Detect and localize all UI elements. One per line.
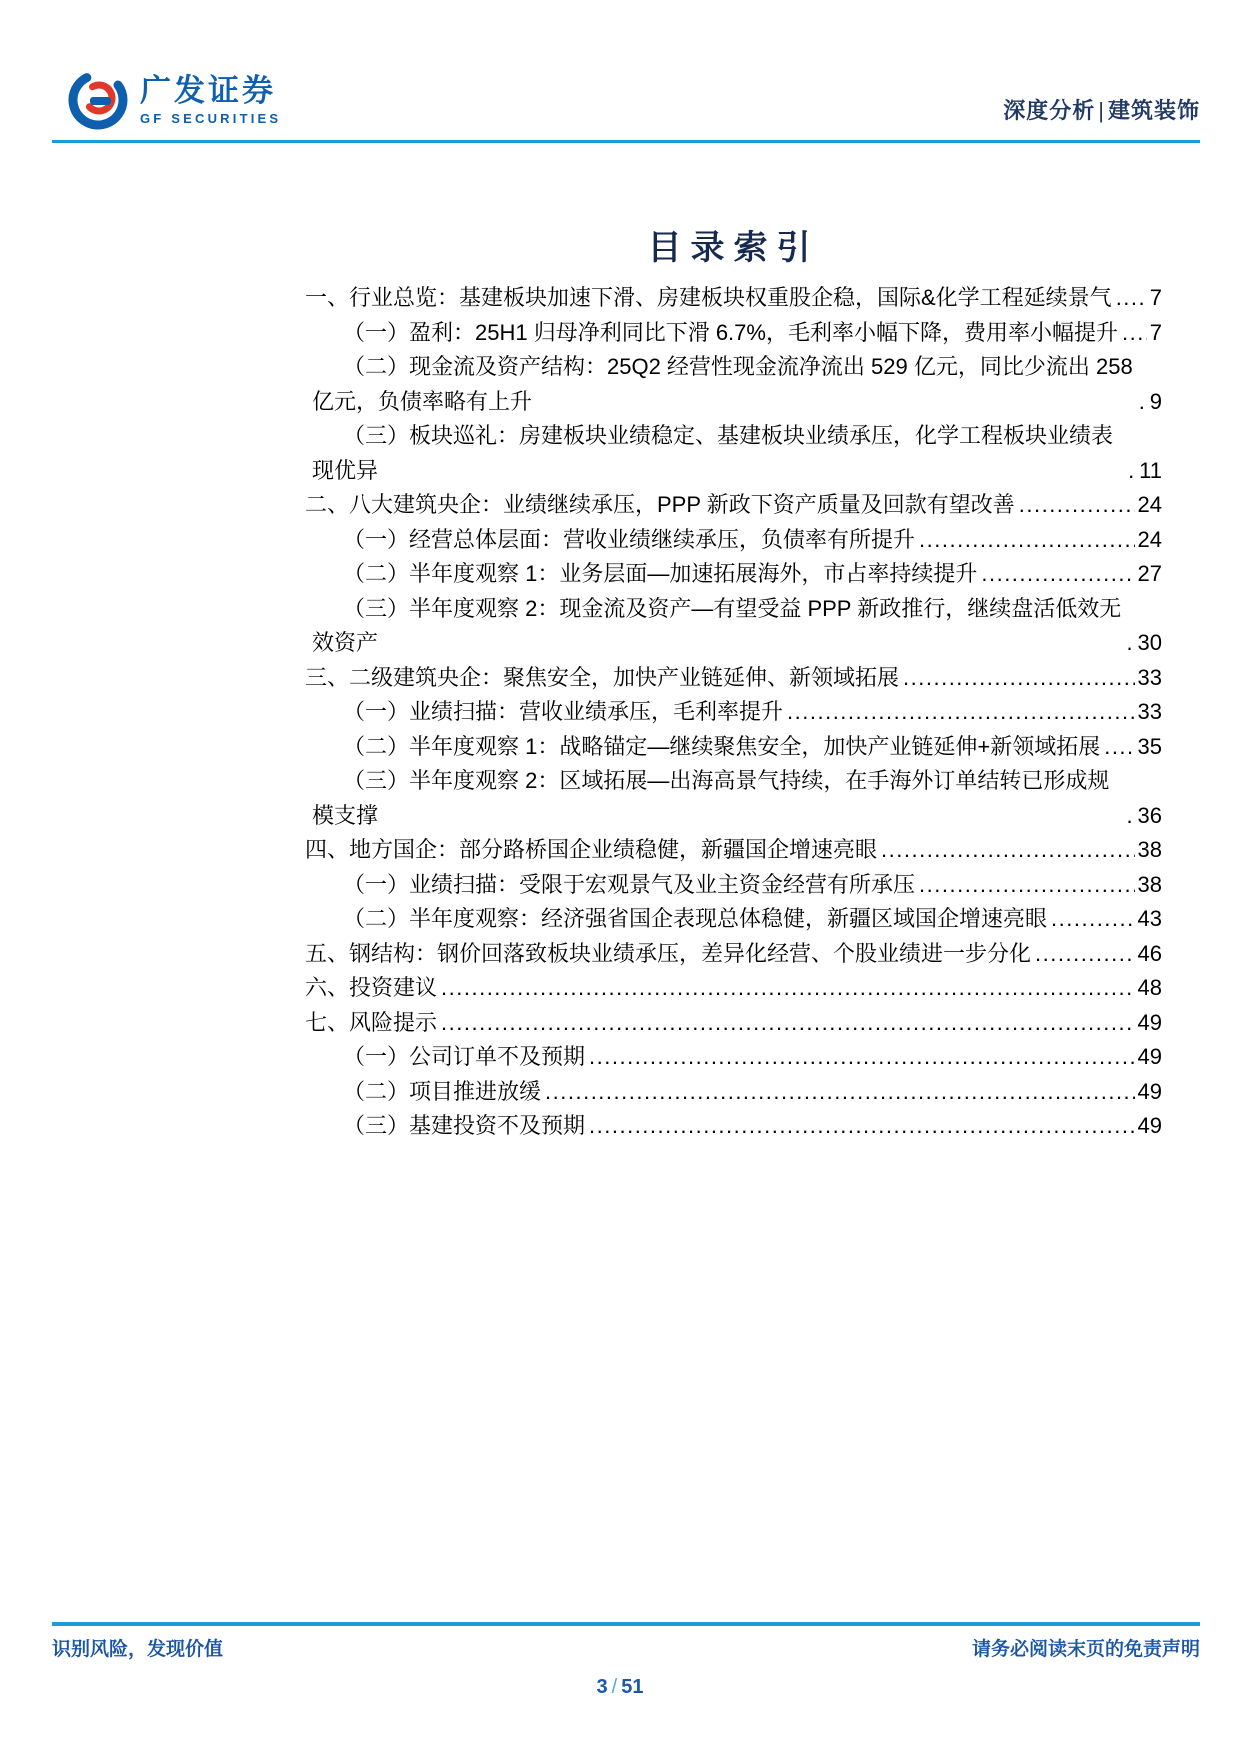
toc-entry-text: （一）公司订单不及预期 xyxy=(343,1044,586,1069)
toc-page-number: 43 xyxy=(1137,906,1162,931)
toc-entry[interactable] xyxy=(305,937,1162,972)
toc-leader-dots xyxy=(919,523,1135,558)
toc-list xyxy=(305,281,1162,1144)
toc-leader-dots xyxy=(1128,454,1136,489)
toc-entry[interactable] xyxy=(305,730,1162,765)
page-number-current: 3 xyxy=(596,1676,608,1698)
toc-leader-dots xyxy=(1104,730,1134,765)
toc-entry[interactable] xyxy=(305,419,1162,488)
toc-page-number: 49 xyxy=(1137,1078,1162,1104)
toc-entry-text: （三）基建投资不及预期 xyxy=(343,1113,586,1138)
toc-entry[interactable] xyxy=(305,1006,1162,1041)
toc-entry-text: （三）半年度观察 2：现金流及资产—有望受益 PPP 新政推行，继续盘活低效无效资产 xyxy=(312,595,1122,655)
toc-entry-text: （一）盈利：25H1 归母净利同比下滑 6.7%，毛利率小幅下降，费用率小幅提升 xyxy=(343,319,1118,345)
toc-page-number: 30 xyxy=(1137,630,1162,655)
toc-entry[interactable] xyxy=(305,592,1162,661)
toc-entry-text: 四、地方国企：部分路桥国企业绩稳健，新疆国企增速亮眼 xyxy=(305,837,878,862)
toc-leader-dots xyxy=(1139,385,1147,420)
toc-entry[interactable] xyxy=(305,488,1162,523)
toc-page-number: 35 xyxy=(1137,733,1162,759)
gf-logo-icon xyxy=(66,68,130,132)
toc-entry-text: （二）半年度观察：经济强省国企表现总体稳健，新疆区域国企增速亮眼 xyxy=(343,906,1048,931)
toc-page-number: 38 xyxy=(1137,837,1162,862)
toc-leader-dots xyxy=(1051,902,1135,937)
toc-entry-text: （一）业绩扫描：营收业绩承压，毛利率提升 xyxy=(343,699,784,724)
toc-leader-dots xyxy=(1035,937,1135,972)
toc-leader-dots xyxy=(441,971,1135,1006)
toc-leader-dots xyxy=(919,868,1135,903)
toc-entry-text: （二）现金流及资产结构：25Q2 经营性现金流净流出 529 亿元，同比少流出 258 亿元，负债率略有上升 xyxy=(312,354,1133,414)
toc-page-number: 7 xyxy=(1149,319,1162,345)
page-number-separator: / xyxy=(611,1676,618,1698)
page-number-total: 51 xyxy=(621,1676,644,1698)
logo-en-text: GF SECURITIES xyxy=(140,110,282,126)
toc-entry[interactable] xyxy=(305,1109,1162,1144)
footer-slogan: 识别风险，发现价值 xyxy=(52,1639,224,1660)
toc-leader-dots xyxy=(903,661,1135,696)
toc-page-number: 33 xyxy=(1137,664,1162,690)
toc-page-number: 36 xyxy=(1137,802,1162,828)
category-divider: | xyxy=(1098,98,1105,123)
toc-leader-dots xyxy=(787,695,1135,730)
toc-entry-text: 二、八大建筑央企：业绩继续承压，PPP 新政下资产质量及回款有望改善 xyxy=(305,492,1015,517)
toc-entry-text: 七、风险提示 xyxy=(305,1009,438,1035)
toc-leader-dots xyxy=(441,1006,1135,1041)
gf-securities-logo xyxy=(66,68,281,132)
page-number xyxy=(0,1676,1240,1699)
toc-leader-dots xyxy=(1116,281,1147,316)
toc-entry[interactable] xyxy=(305,833,1162,868)
toc-page-number: 38 xyxy=(1137,871,1162,897)
toc-page-number: 24 xyxy=(1137,526,1162,552)
toc-page-number: 49 xyxy=(1137,1009,1162,1035)
toc-leader-dots xyxy=(589,1040,1135,1075)
toc-entry[interactable] xyxy=(305,281,1162,316)
toc-entry[interactable] xyxy=(305,971,1162,1006)
logo-cn-text: 广发证券 xyxy=(140,72,276,108)
toc-entry[interactable] xyxy=(305,764,1162,833)
toc-entry[interactable] xyxy=(305,661,1162,696)
toc-page-number: 27 xyxy=(1137,561,1162,586)
toc-page-number: 49 xyxy=(1137,1113,1162,1138)
toc-entry[interactable] xyxy=(305,868,1162,903)
toc-entry[interactable] xyxy=(305,350,1162,419)
industry-label: 建筑装饰 xyxy=(1107,98,1200,123)
toc-leader-dots xyxy=(881,833,1135,868)
report-category xyxy=(1003,94,1200,125)
toc-page-number: 49 xyxy=(1137,1044,1162,1069)
toc-entry-text: （二）半年度观察 1：战略锚定—继续聚焦安全，加快产业链延伸+新领域拓展 xyxy=(343,733,1101,759)
toc-page-number: 7 xyxy=(1149,285,1162,310)
toc-page-number: 9 xyxy=(1149,388,1162,414)
toc-page-number: 46 xyxy=(1137,940,1162,966)
toc-leader-dots xyxy=(1019,488,1135,523)
toc-leader-dots xyxy=(1127,626,1135,661)
toc-entry[interactable] xyxy=(305,1075,1162,1110)
toc-leader-dots xyxy=(1122,316,1147,351)
toc-entry-text: 三、二级建筑央企：聚焦安全，加快产业链延伸、新领域拓展 xyxy=(305,664,900,690)
footer-disclaimer-note: 请务必阅读末页的免责声明 xyxy=(971,1639,1200,1660)
toc-entry[interactable] xyxy=(305,557,1162,592)
toc-entry[interactable] xyxy=(305,1040,1162,1075)
toc-leader-dots xyxy=(545,1075,1135,1110)
toc-entry-text: （三）板块巡礼：房建板块业绩稳定、基建板块业绩承压，化学工程板块业绩表现优异 xyxy=(312,423,1114,483)
header-rule xyxy=(52,140,1200,143)
report-type-label: 深度分析 xyxy=(1003,98,1096,123)
toc-entry-text: （一）业绩扫描：受限于宏观景气及业主资金经营有所承压 xyxy=(343,871,916,897)
toc-entry[interactable] xyxy=(305,695,1162,730)
toc-page-number: 11 xyxy=(1139,457,1162,483)
toc-leader-dots xyxy=(589,1109,1135,1144)
toc-entry[interactable] xyxy=(305,902,1162,937)
toc-entry-text: （二）项目推进放缓 xyxy=(343,1078,542,1104)
toc-entry-text: 六、投资建议 xyxy=(305,975,438,1000)
toc-entry-text: （二）半年度观察 1：业务层面—加速拓展海外，市占率持续提升 xyxy=(343,561,978,586)
footer-rule xyxy=(52,1622,1200,1626)
toc-leader-dots xyxy=(1127,799,1135,834)
toc-page-number: 48 xyxy=(1137,975,1162,1000)
toc-page-number: 24 xyxy=(1137,492,1162,517)
toc-entry-text: （一）经营总体层面：营收业绩继续承压，负债率有所提升 xyxy=(343,526,916,552)
toc-entry-text: 五、钢结构：钢价回落致板块业绩承压，差异化经营、个股业绩进一步分化 xyxy=(305,940,1032,966)
toc-page-number: 33 xyxy=(1137,699,1162,724)
toc-entry-text: 一、行业总览：基建板块加速下滑、房建板块权重股企稳，国际&化学工程延续景气 xyxy=(305,285,1112,310)
toc-entry[interactable] xyxy=(305,316,1162,351)
toc-entry[interactable] xyxy=(305,523,1162,558)
page-title: 目录索引 xyxy=(647,230,820,267)
toc-entry-text: （三）半年度观察 2：区域拓展—出海高景气持续，在手海外订单结转已形成规模支撑 xyxy=(312,768,1110,828)
toc-leader-dots xyxy=(981,557,1134,592)
